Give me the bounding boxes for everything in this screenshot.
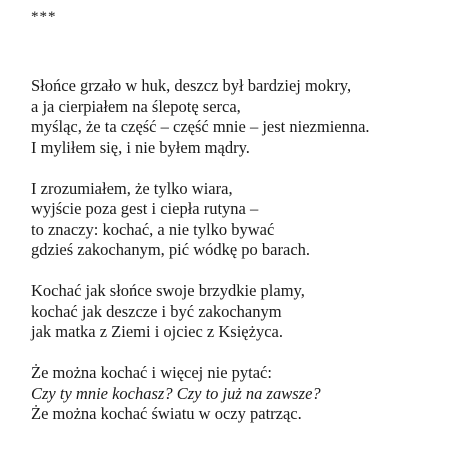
poem-line: kochać jak deszcze i być zakochanym <box>31 301 282 321</box>
stanza-3 <box>31 281 461 343</box>
poem-line: myśląc, że ta część – część mnie – jest niezmienna. <box>31 117 370 136</box>
poem <box>31 76 461 445</box>
poem-line: I myliłem się, i nie byłem mądry. <box>31 137 250 157</box>
stanza-4 <box>31 363 461 425</box>
stanza-2 <box>31 179 461 261</box>
poem-line: a ja cierpiałem na ślepotę serca, <box>31 96 241 116</box>
poem-line: jak matka z Ziemi i ojciec z Księżyca. <box>31 322 283 341</box>
poem-line: Że można kochać i więcej nie pytać: <box>31 363 272 382</box>
poem-line: I zrozumiałem, że tylko wiara, <box>31 178 233 198</box>
poem-line: gdzieś zakochanym, pić wódkę po barach. <box>31 240 311 259</box>
poem-line: Że można kochać światu w oczy patrząc. <box>31 404 302 423</box>
poem-line-italic: Czy ty mnie kochasz? Czy to już na zawsze? <box>31 383 321 403</box>
poem-line: Słońce grzało w huk, deszcz był bardziej mokry, <box>31 76 352 95</box>
poem-line: to znaczy: kochać, a nie tylko bywać <box>31 219 275 239</box>
poem-line: wyjście poza gest i ciepła rutyna – <box>31 199 259 218</box>
poem-line: Kochać jak słońce swoje brzydkie plamy, <box>31 281 305 300</box>
section-separator: *** <box>31 9 57 25</box>
stanza-1 <box>31 76 461 158</box>
